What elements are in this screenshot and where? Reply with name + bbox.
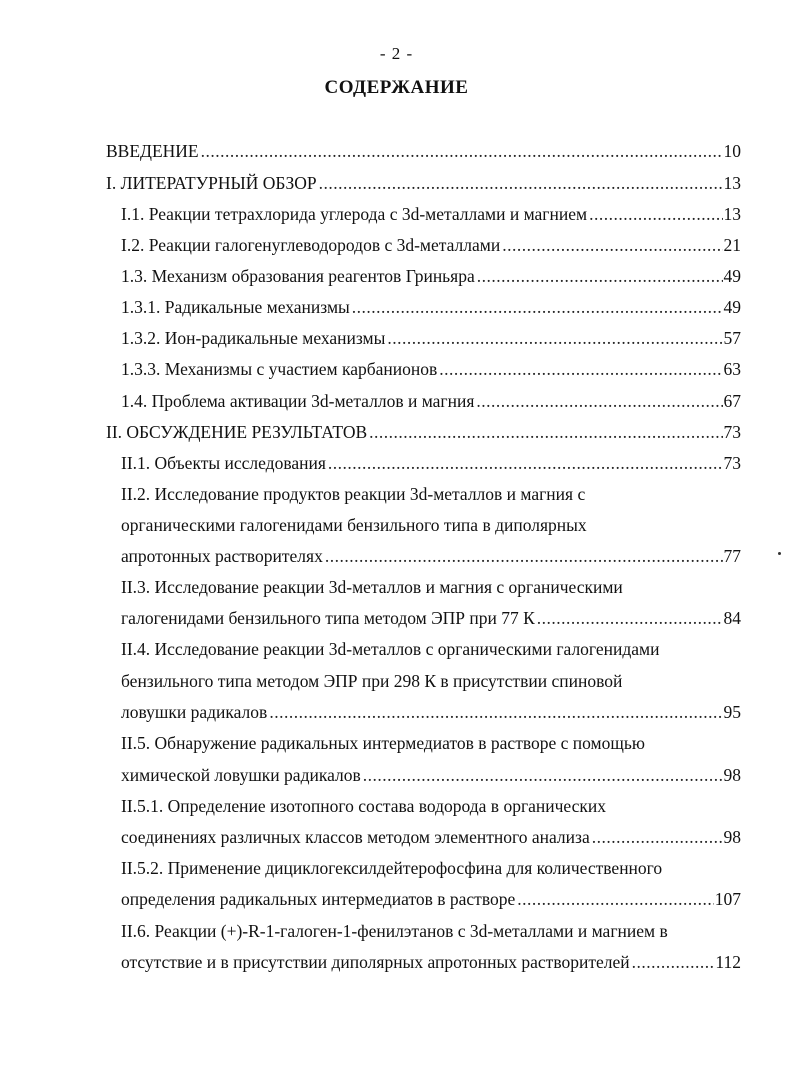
toc-entry-2-5 (121, 764, 741, 786)
toc-entry-page: 98 (723, 765, 741, 785)
toc-entry-2-5-1 (121, 826, 741, 848)
toc-entry-text: ВВЕДЕНИЕ (106, 141, 199, 161)
toc-entry-text: соединениях различных классов методом элементного анализа (121, 827, 590, 847)
toc-entry-2-4 (121, 701, 741, 723)
toc-entry-page: 49 (723, 297, 741, 317)
toc-entry-text: химической ловушки радикалов (121, 765, 361, 785)
toc-entry-1-3 (121, 265, 741, 287)
toc-entry-2-1 (121, 452, 741, 474)
toc-entry-2-4-line-2: бензильного типа методом ЭПР при 298 К в присутствии спиновой (121, 671, 623, 691)
toc-entry-text: определения радикальных интермедиатов в растворе (121, 889, 516, 909)
leader-dots (476, 390, 722, 412)
leader-dots (325, 545, 723, 567)
leader-dots (589, 203, 722, 225)
toc-entry-text: I.2. Реакции галогенуглеводородов с 3d-металлами (121, 235, 501, 255)
toc-entry-page: 21 (723, 235, 741, 255)
page-number: - 2 - (379, 44, 414, 63)
toc-entry-page: 10 (723, 141, 741, 161)
toc-entry-text: ловушки радикалов (121, 702, 268, 722)
toc-entry-text: II. ОБСУЖДЕНИЕ РЕЗУЛЬТАТОВ (106, 422, 368, 442)
toc-entry-2-4-line-1: II.4. Исследование реакции 3d-металлов с органическими галогенидами (121, 639, 660, 659)
toc-entry-2-3 (121, 607, 741, 629)
toc-entry-2-5-2-line-1: II.5.2. Применение дициклогексилдейтерофосфина для количественного (121, 858, 663, 878)
toc-entry-page: 73 (723, 453, 741, 473)
toc-entry-2-5-2 (121, 888, 741, 910)
toc-entry-page: 112 (715, 952, 741, 972)
toc-entry-page: 49 (723, 266, 741, 286)
leader-dots (502, 234, 722, 256)
toc-entry-text: 1.4. Проблема активации 3d-металлов и магния (121, 391, 475, 411)
toc-entry-text: II.1. Объекты исследования (121, 453, 326, 473)
toc-entry-1-3-3 (121, 358, 741, 380)
scan-speck (778, 552, 781, 555)
toc-entry-page: 77 (723, 546, 741, 566)
leader-dots (632, 951, 715, 973)
leader-dots (352, 296, 723, 318)
toc-entry-text: I.1. Реакции тетрахлорида углерода с 3d-металлами и магнием (121, 204, 588, 224)
toc-entry-2-5-line-1: II.5. Обнаружение радикальных интермедиатов в растворе с помощью (121, 733, 645, 753)
leader-dots (387, 327, 722, 349)
toc-entry-2-2-line-1: II.2. Исследование продуктов реакции 3d-металлов и магния с (121, 484, 586, 504)
leader-dots (369, 421, 722, 443)
leader-dots (592, 826, 723, 848)
leader-dots (517, 888, 714, 910)
toc-entry-text: 1.3.3. Механизмы с участием карбанионов (121, 359, 438, 379)
toc-entry-page: 84 (723, 608, 741, 628)
toc-entry-text: 1.3.2. Ион-радикальные механизмы (121, 328, 386, 348)
toc-entry-page: 63 (723, 359, 741, 379)
toc-entry-page: 57 (723, 328, 741, 348)
toc-entry-page: 13 (723, 204, 741, 224)
leader-dots (201, 140, 723, 162)
leader-dots (477, 265, 723, 287)
toc-entry-1-3-2 (121, 327, 741, 349)
toc-entry-1-3-1 (121, 296, 741, 318)
page-title: СОДЕРЖАНИЕ (324, 77, 469, 98)
toc-entry-2-6 (121, 951, 741, 973)
toc-entry-text: галогенидами бензильного типа методом ЭПР при 77 К (121, 608, 535, 628)
leader-dots (363, 764, 723, 786)
toc-entry-2-2-line-2: органическими галогенидами бензильного типа в диполярных (121, 515, 587, 535)
toc-entry-page: 95 (723, 702, 741, 722)
toc-entry-text: отсутствие и в присутствии диполярных апротонных растворителей (121, 952, 630, 972)
leader-dots (439, 358, 722, 380)
leader-dots (319, 172, 723, 194)
toc-entry-1-1 (121, 203, 741, 225)
toc-entry-page: 107 (714, 889, 741, 909)
toc-entry-text: апротонных растворителях (121, 546, 323, 566)
toc-entry-2-6-line-1: II.6. Реакции (+)-R-1-галоген-1-фенилэтанов с 3d-металлами и магнием в (121, 921, 668, 941)
toc-entry-chapter-1 (106, 172, 741, 194)
leader-dots (328, 452, 723, 474)
toc-entry-text: 1.3. Механизм образования реагентов Гриньяра (121, 266, 475, 286)
toc-entry-introduction (106, 140, 741, 162)
toc-entry-2-3-line-1: II.3. Исследование реакции 3d-металлов и магния с органическими (121, 577, 623, 597)
toc-entry-1-4 (121, 390, 741, 412)
leader-dots (537, 607, 723, 629)
toc-entry-text: 1.3.1. Радикальные механизмы (121, 297, 350, 317)
toc-entry-page: 67 (723, 391, 741, 411)
toc-entry-page: 13 (723, 173, 741, 193)
toc-entry-chapter-2 (106, 421, 741, 443)
toc-entry-text: I. ЛИТЕРАТУРНЫЙ ОБЗОР (106, 173, 317, 193)
toc-entry-1-2 (121, 234, 741, 256)
toc-entry-page: 98 (723, 827, 741, 847)
toc-entry-2-5-1-line-1: II.5.1. Определение изотопного состава водорода в органических (121, 796, 607, 816)
toc-entry-page: 73 (723, 422, 741, 442)
toc-entry-2-2 (121, 545, 741, 567)
leader-dots (269, 701, 722, 723)
